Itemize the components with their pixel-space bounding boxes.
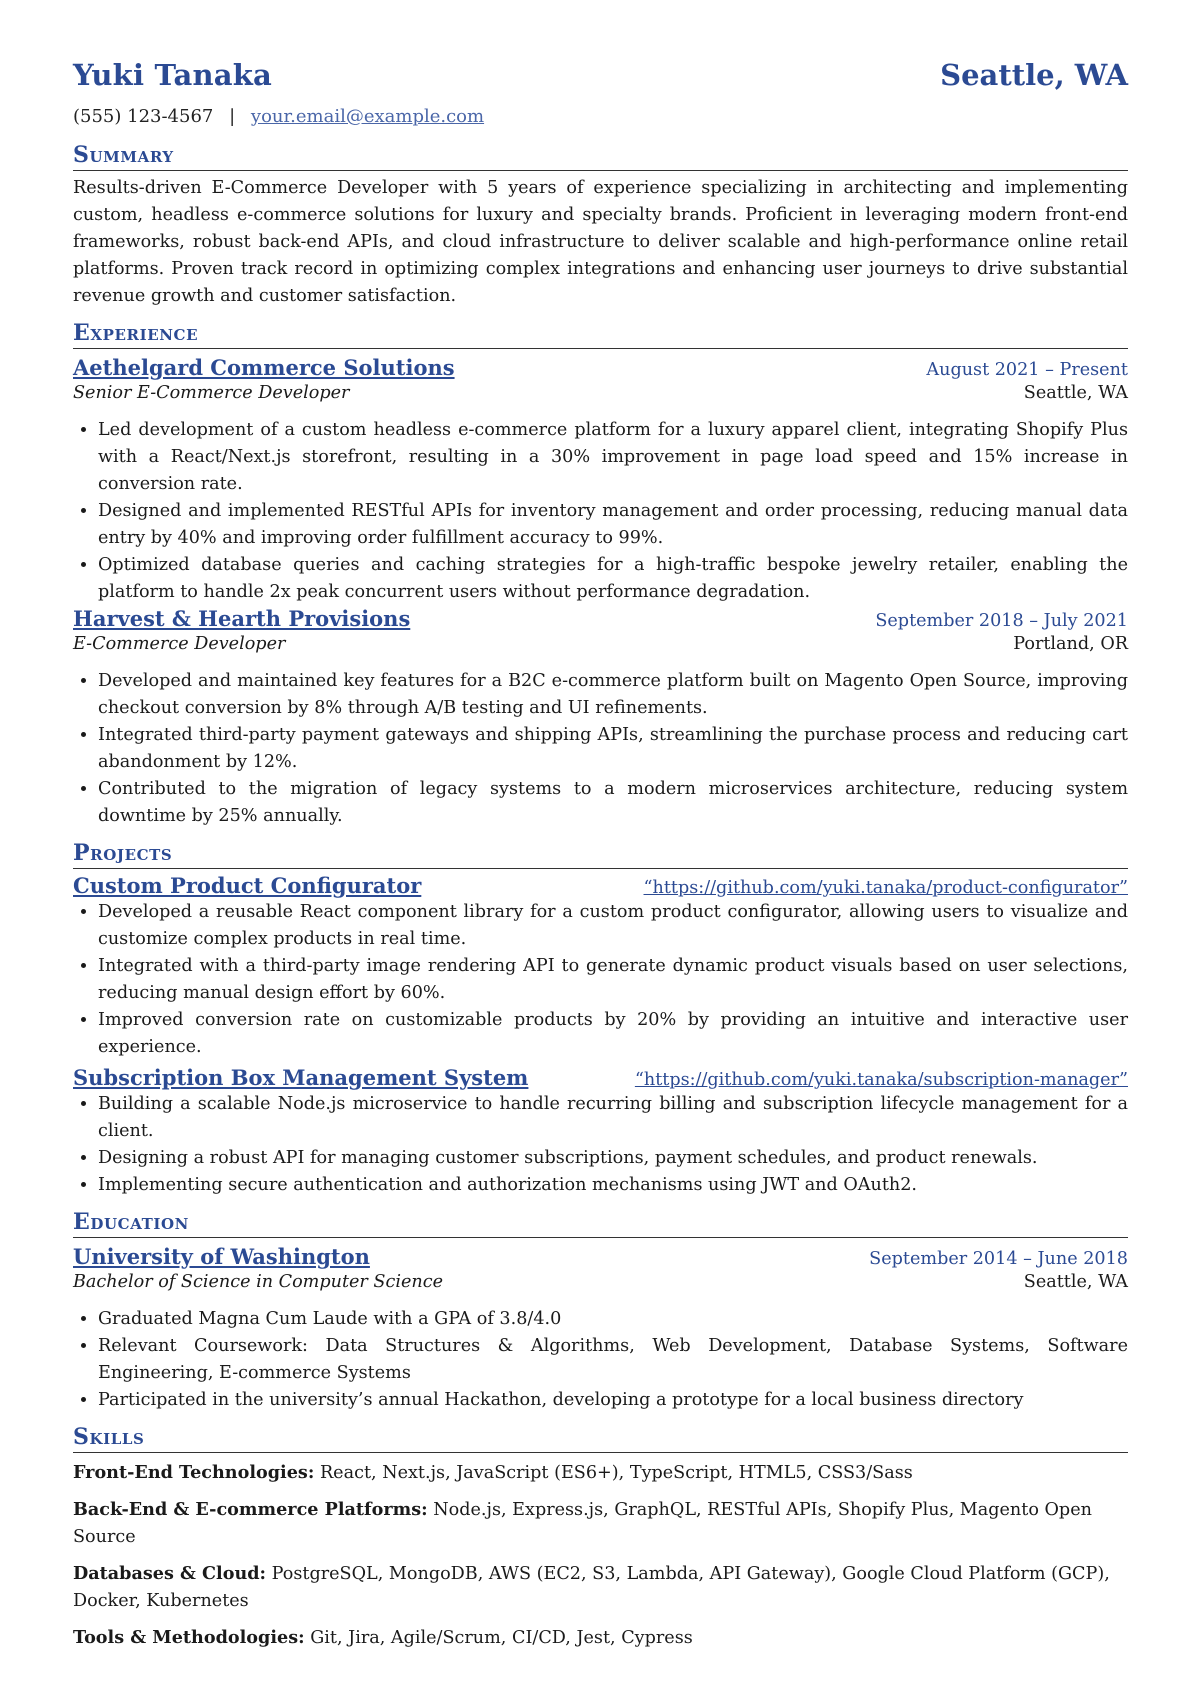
bullet-item: • Graduated Magna Cum Laude with a GPA of 3.8/4.0 xyxy=(98,1306,1128,1333)
bullet-item: • Relevant Coursework: Data Structures & Algorithms, Web Development, Database Systems, Software Engineering, E-commerce Systems xyxy=(98,1333,1128,1387)
project-link[interactable]: “https://github.com/yuki.tanaka/subscription-manager” xyxy=(634,1070,1128,1090)
project-header xyxy=(73,1065,1128,1091)
job-bullets xyxy=(73,417,1128,606)
candidate-location: Seattle, WA xyxy=(940,58,1128,92)
skill-label: Databases & Cloud: xyxy=(73,1563,267,1584)
project-name[interactable]: Subscription Box Management System xyxy=(73,1065,529,1090)
bullet-item: • Designed and implemented RESTful APIs for inventory management and order processing, reducing manual data entry by 40% and improving order fulfillment accuracy to 99%. xyxy=(98,498,1128,552)
project-link[interactable]: “https://github.com/yuki.tanaka/product-configurator” xyxy=(643,878,1128,898)
skill-row xyxy=(73,1459,1128,1487)
education-dates: September 2014 – June 2018 xyxy=(869,1249,1128,1269)
resume-page xyxy=(73,58,1128,1652)
skills-section xyxy=(73,1424,1128,1652)
experience-entry xyxy=(73,606,1128,830)
bullet-item: • Participated in the university’s annual Hackathon, developing a prototype for a local business directory xyxy=(98,1387,1128,1414)
education-section xyxy=(73,1209,1128,1414)
phone-number: (555) 123-4567 xyxy=(73,106,214,127)
bullet-item: • Implementing secure authentication and authorization mechanisms using JWT and OAuth2. xyxy=(98,1172,1128,1199)
company-name[interactable]: Harvest & Hearth Provisions xyxy=(73,606,411,631)
email-link[interactable]: your.email@example.com xyxy=(250,106,485,127)
education-location: Seattle, WA xyxy=(1023,1272,1128,1292)
company-name[interactable]: Aethelgard Commerce Solutions xyxy=(73,355,455,380)
bullet-item: • Led development of a custom headless e-commerce platform for a luxury apparel client, integrating Shopify Plus with a React/Next.js storefront, resulting in a 30% improvement in page load speed and 15% increase in conversion rate. xyxy=(98,417,1128,498)
education-entry xyxy=(73,1244,1128,1414)
section-title-projects: Projects xyxy=(73,840,1128,869)
summary-section xyxy=(73,142,1128,310)
school-name[interactable]: University of Washington xyxy=(73,1244,370,1269)
skill-value: PostgreSQL, MongoDB, AWS (EC2, S3, Lambda, API Gateway), Google Cloud Platform (GCP), Docker, Kubernetes xyxy=(73,1564,1110,1611)
bullet-item: • Integrated third-party payment gateways and shipping APIs, streamlining the purchase process and reducing cart abandonment by 12%. xyxy=(98,722,1128,776)
bullet-item: • Integrated with a third-party image rendering API to generate dynamic product visuals based on user selections, reducing manual design effort by 60%. xyxy=(98,953,1128,1007)
job-dates: August 2021 – Present xyxy=(926,360,1128,380)
summary-text: Results-driven E-Commerce Developer with 5 years of experience specializing in architecting and implementing custom, headless e-commerce solutions for luxury and specialty brands. Proficient in leveraging modern front-end frameworks, robust back-end APIs, and cloud infrastructure to deliver scalable and high-performance online retail platforms. Proven track record in optimizing complex integrations and enhancing user journeys to drive substantial revenue growth and customer satisfaction. xyxy=(73,178,1128,306)
skill-label: Front-End Technologies: xyxy=(73,1462,315,1483)
skill-row xyxy=(73,1624,1128,1652)
header xyxy=(73,58,1128,104)
section-title-skills: Skills xyxy=(73,1424,1128,1453)
project-bullets xyxy=(73,899,1128,1061)
job-location: Seattle, WA xyxy=(1023,383,1128,403)
project-bullets xyxy=(73,1091,1128,1199)
skill-label: Back-End & E-commerce Platforms: xyxy=(73,1499,428,1520)
bullet-item: • Optimized database queries and caching strategies for a high-traffic bespoke jewelry retailer, enabling the platform to handle 2x peak concurrent users without performance degradation. xyxy=(98,552,1128,606)
job-bullets xyxy=(73,668,1128,830)
bullet-item: • Developed and maintained key features for a B2C e-commerce platform built on Magento Open Source, improving checkout conversion by 8% through A/B testing and UI refinements. xyxy=(98,668,1128,722)
skill-value: Node.js, Express.js, GraphQL, RESTful APIs, Shopify Plus, Magento Open Source xyxy=(73,1500,1092,1547)
skill-value: React, Next.js, JavaScript (ES6+), TypeScript, HTML5, CSS3/Sass xyxy=(319,1463,913,1483)
bullet-item: • Building a scalable Node.js microservice to handle recurring billing and subscription lifecycle management for a client. xyxy=(98,1091,1128,1145)
section-title-experience: Experience xyxy=(73,320,1128,349)
candidate-name: Yuki Tanaka xyxy=(73,58,273,92)
contact-separator: | xyxy=(229,106,236,127)
project-header xyxy=(73,873,1128,899)
job-location: Portland, OR xyxy=(1013,634,1128,654)
job-dates: September 2018 – July 2021 xyxy=(875,611,1128,631)
job-title: E-Commerce Developer xyxy=(73,634,286,654)
section-title-education: Education xyxy=(73,1209,1128,1238)
contact-line xyxy=(73,106,1128,132)
job-title: Senior E-Commerce Developer xyxy=(73,383,350,403)
skill-row xyxy=(73,1496,1128,1551)
bullet-item: • Contributed to the migration of legacy systems to a modern microservices architecture, reducing system downtime by 25% annually. xyxy=(98,776,1128,830)
experience-section xyxy=(73,320,1128,830)
skill-row xyxy=(73,1560,1128,1615)
project-name[interactable]: Custom Product Configurator xyxy=(73,873,422,898)
section-title-summary: Summary xyxy=(73,142,1128,171)
degree: Bachelor of Science in Computer Science xyxy=(73,1272,443,1292)
skill-label: Tools & Methodologies: xyxy=(73,1627,305,1648)
projects-section xyxy=(73,840,1128,1199)
experience-entry xyxy=(73,355,1128,606)
education-bullets xyxy=(73,1306,1128,1414)
bullet-item: • Designing a robust API for managing customer subscriptions, payment schedules, and product renewals. xyxy=(98,1145,1128,1172)
bullet-item: • Improved conversion rate on customizable products by 20% by providing an intuitive and interactive user experience. xyxy=(98,1007,1128,1061)
bullet-item: • Developed a reusable React component library for a custom product configurator, allowing users to visualize and customize complex products in real time. xyxy=(98,899,1128,953)
skill-value: Git, Jira, Agile/Scrum, CI/CD, Jest, Cypress xyxy=(310,1628,693,1648)
